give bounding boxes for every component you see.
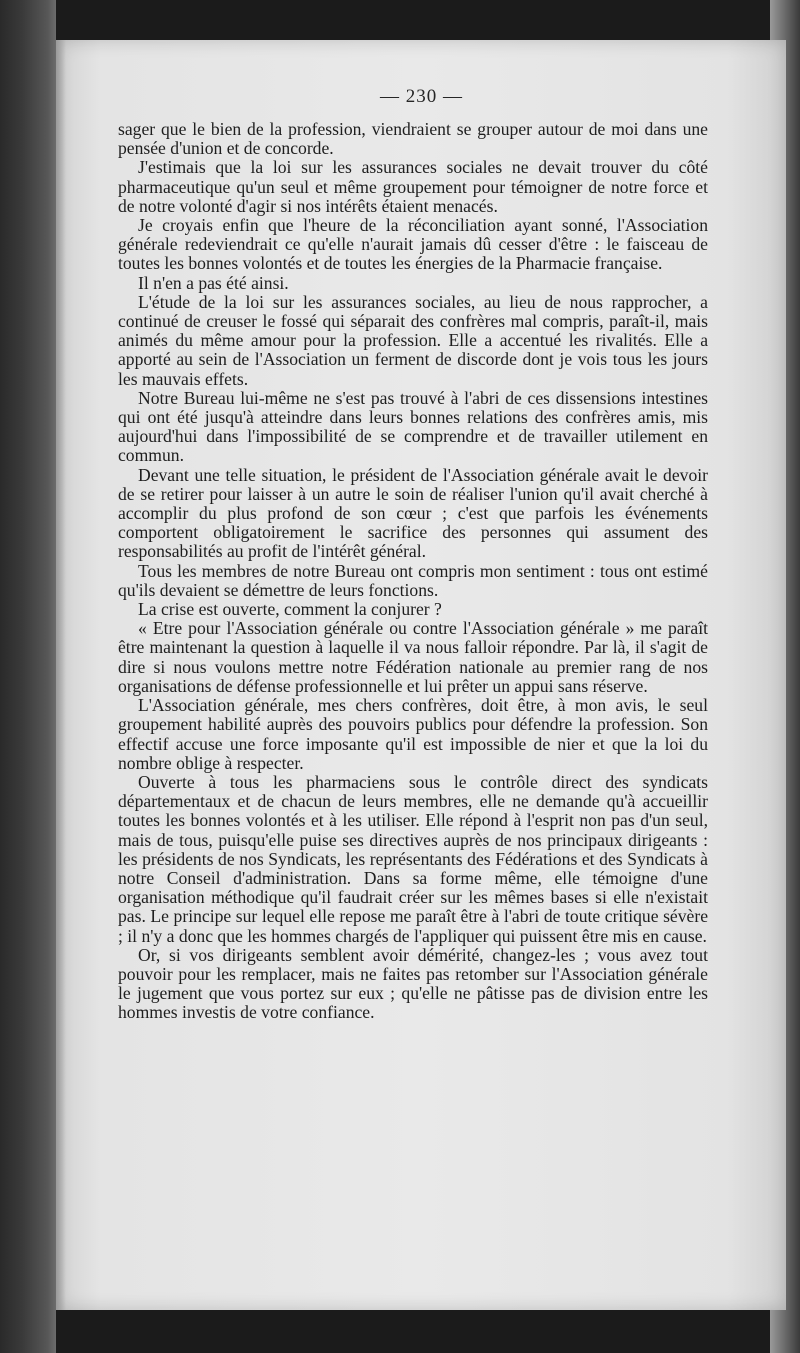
paragraph: Ouverte à tous les pharmaciens sous le contrôle direct des syndicats départementaux et de chacun de leurs membres, elle ne demande qu'à accueillir toutes les bonnes volontés et à les utiliser. Elle répond à l'esprit non pas d'un seul, mais de tous, puisqu'elle puise ses directives auprès de nos principaux dirigeants : les présidents de nos Syndicats, les représentants des Fédérations et des Syndicats à notre Conseil d'administration. Dans sa forme même, elle témoigne d'une organisation méthodique qu'il faudrait créer sur les mêmes bases si elle n'existait pas. Le principe sur lequel elle repose me paraît être à l'abri de toute critique sévère ; il n'y a donc que les hommes chargés de l'appliquer qui puissent être mis en cause. xyxy=(118,771,708,946)
paragraph: Or, si vos dirigeants semblent avoir démérité, changez-les ; vous avez tout pouvoir pour les remplacer, mais ne faites pas retomber sur l'Association générale le jugement que vous portez sur eux ; qu'elle ne pâtisse pas de division entre les hommes investis de votre confiance. xyxy=(118,944,708,1023)
paragraph: Il n'en a pas été ainsi. xyxy=(138,272,289,293)
paragraph: Je croyais enfin que l'heure de la réconciliation ayant sonné, l'Association générale redeviendrait ce qu'elle n'aurait jamais dû cesser d'être : le faisceau de toutes les bonnes volontés et de toutes les énergies de la Pharmacie française. xyxy=(118,215,708,274)
paragraph: Tous les membres de notre Bureau ont compris mon sentiment : tous ont estimé qu'ils devaient se démettre de leurs fonctions. xyxy=(118,560,708,600)
page-number: — 230 — xyxy=(380,86,463,107)
paragraph: sager que le bien de la profession, viendraient se grouper autour de moi dans une pensée d'union et de concorde. xyxy=(118,119,708,159)
paragraph: « Etre pour l'Association générale ou contre l'Association générale » me paraît être maintenant la question à laquelle il va nous falloir répondre. Par là, il s'agit de dire si nous voulons mettre notre Fédération nationale au premier rang de nos organisations de défense professionnelle et lui prêter un appui sans réserve. xyxy=(118,618,708,696)
paragraph: J'estimais que la loi sur les assurances sociales ne devait trouver du côté pharmaceutique qu'un seul et même groupement pour témoigner de notre force et de notre volonté d'agir si nos intérêts étaient menacés. xyxy=(118,157,708,216)
paragraph: L'étude de la loi sur les assurances sociales, au lieu de nous rapprocher, a continué de creuser le fossé qui séparait des confrères mal compris, paraît-il, mais animés du même amour pour la profession. Elle a accentué les rivalités. Elle a apporté au sein de l'Association un ferment de discorde dont je vois tous les jours les mauvais effets. xyxy=(118,291,708,389)
book-spine xyxy=(0,0,56,1353)
paragraph: La crise est ouverte, comment la conjurer ? xyxy=(138,599,442,620)
paragraph: Notre Bureau lui-même ne s'est pas trouvé à l'abri de ces dissensions intestines qui ont été jusqu'à atteindre dans leurs bonnes relations des confrères amis, mis aujourd'hui dans l'impossibilité de se comprendre et de travailler utilement en commun. xyxy=(118,387,708,466)
body-text xyxy=(118,120,708,1023)
paragraph: L'Association générale, mes chers confrères, doit être, à mon avis, le seul groupement habilité auprès des pouvoirs publics pour défendre la profession. Son effectif accuse une force imposante qu'il est impossible de nier et que la loi du nombre oblige à respecter. xyxy=(118,695,708,773)
paragraph: Devant une telle situation, le président de l'Association générale avait le devoir de se retirer pour laisser à un autre le soin de réaliser l'union qu'il avait cherché à accomplir du plus profond de son cœur ; c'est que parfois les événements comportent obligatoirement le sacrifice des personnes qui assument des responsabilités au profit de l'intérêt général. xyxy=(118,464,708,562)
page-gutter-shadow xyxy=(56,40,66,1310)
